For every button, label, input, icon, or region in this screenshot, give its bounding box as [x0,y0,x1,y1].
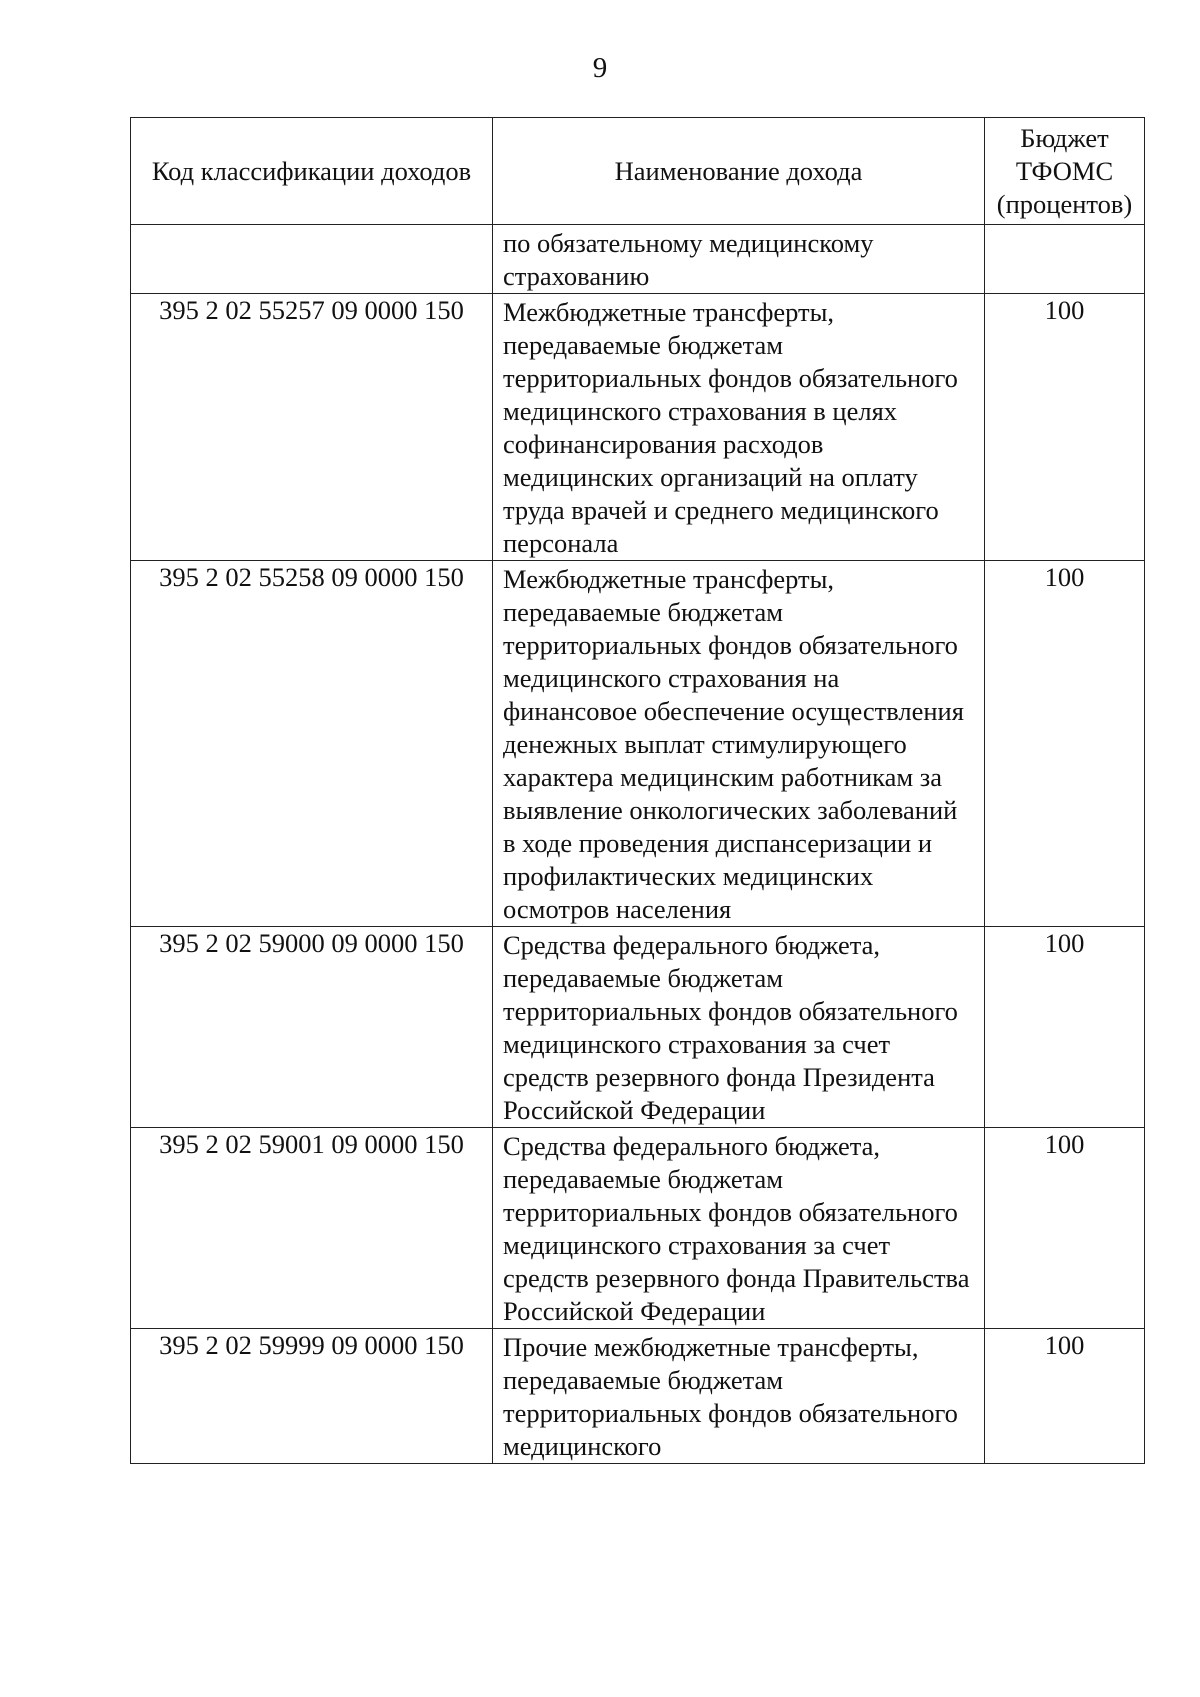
header-name: Наименование дохода [493,118,985,225]
page-number: 9 [592,52,608,84]
row-name: Средства федерального бюджета, передаваемые бюджетам территориальных фондов обязательного медицинского страхования за счет средств резервного фонда Президента Российской Федерации [493,927,985,1128]
row-code: 395 2 02 55258 09 0000 150 [131,561,493,927]
header-code: Код классификации доходов [131,118,493,225]
row-code: 395 2 02 59001 09 0000 150 [131,1128,493,1329]
row-name: Средства федерального бюджета, передаваемые бюджетам территориальных фондов обязательного медицинского страхования за счет средств резервного фонда Правительства Российской Федерации [493,1128,985,1329]
row-percent [985,225,1145,294]
row-code: 395 2 02 55257 09 0000 150 [131,294,493,561]
table-row [131,927,1145,1128]
row-percent: 100 [985,561,1145,927]
row-percent: 100 [985,294,1145,561]
row-name: Межбюджетные трансферты, передаваемые бюджетам территориальных фондов обязательного медицинского страхования в целях софинансирования расходов медицинских организаций на оплату труда врачей и среднего медицинского персонала [493,294,985,561]
income-classification-table [130,117,1145,1464]
table-header-row [131,118,1145,225]
row-code: 395 2 02 59999 09 0000 150 [131,1329,493,1464]
table-row [131,1329,1145,1464]
table-row [131,225,1145,294]
row-code: 395 2 02 59000 09 0000 150 [131,927,493,1128]
header-budget: Бюджет ТФОМС (процентов) [985,118,1145,225]
table-row [131,294,1145,561]
row-percent: 100 [985,1329,1145,1464]
row-percent: 100 [985,1128,1145,1329]
row-code [131,225,493,294]
row-name: Межбюджетные трансферты, передаваемые бюджетам территориальных фондов обязательного медицинского страхования на финансовое обеспечение осуществления денежных выплат стимулирующего характера медицинским работникам за выявление онкологических заболеваний в ходе проведения диспансеризации и профилактических медицинских осмотров населения [493,561,985,927]
row-percent: 100 [985,927,1145,1128]
row-name: по обязательному медицинскому страхованию [493,225,985,294]
table-row [131,1128,1145,1329]
table-row [131,561,1145,927]
row-name: Прочие межбюджетные трансферты, передаваемые бюджетам территориальных фондов обязательного медицинского [493,1329,985,1464]
